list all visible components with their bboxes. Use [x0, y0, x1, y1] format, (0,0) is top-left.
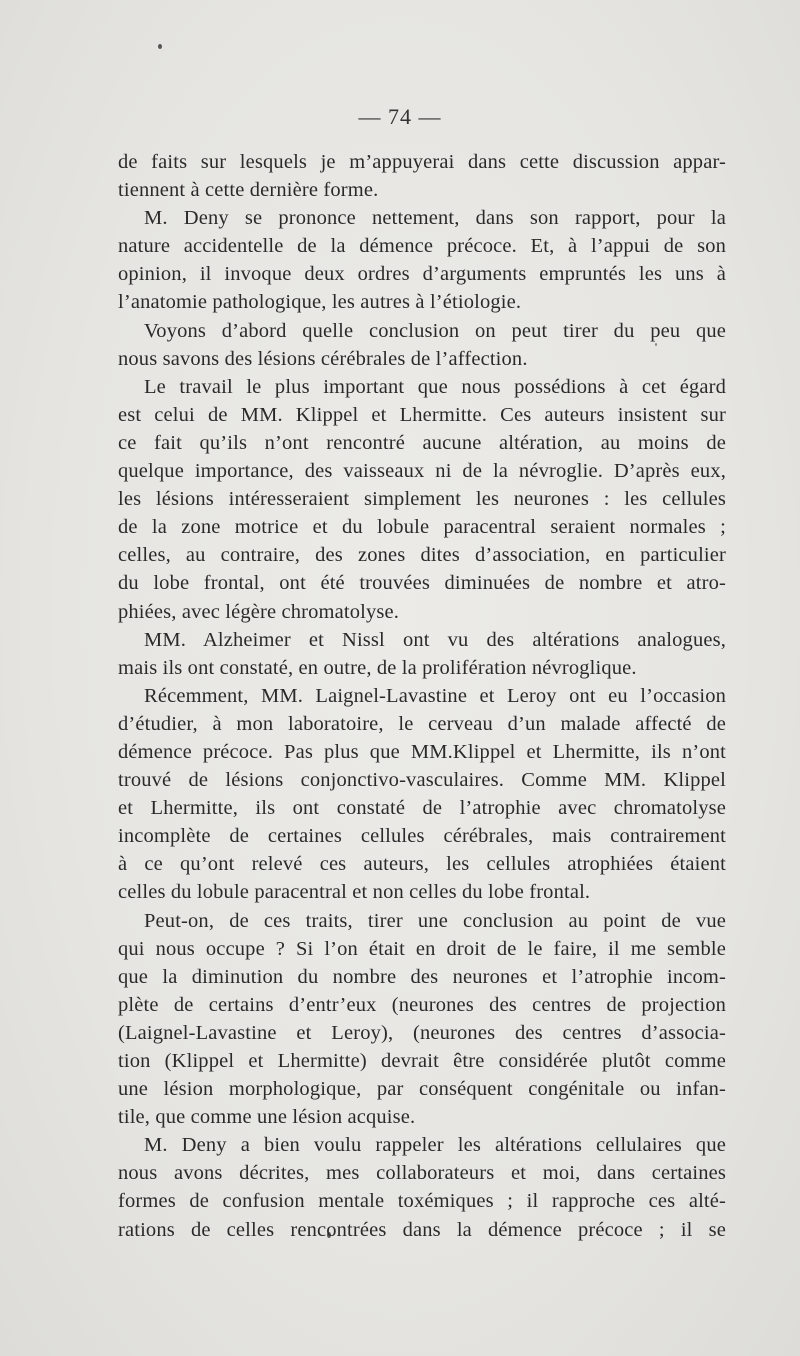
text-line: démence précoce. Pas plus que MM.Klippel et Lhermitte, ils n’ont: [118, 740, 726, 763]
text-line: incomplète de certaines cellules cérébrales, mais contrairement: [118, 825, 726, 848]
text-line: celles du lobule paracentral et non celles du lobe frontal.: [118, 881, 591, 904]
text-line: est celui de MM. Klippel et Lhermitte. Ces auteurs insistent sur: [118, 403, 726, 426]
text-line: (Laignel-Lavastine et Leroy), (neurones des centres d’associa-: [118, 1021, 726, 1044]
text-line: M. Deny a bien voulu rappeler les altérations cellulaires que: [144, 1134, 726, 1157]
text-line: Le travail le plus important que nous possédions à cet égard: [144, 375, 726, 398]
text-line: une lésion morphologique, par conséquent congénitale ou infan-: [118, 1078, 726, 1101]
text-line: formes de confusion mentale toxémiques ; il rapproche ces alté-: [118, 1190, 726, 1213]
text-line: nous avons décrites, mes collaborateurs et moi, dans certaines: [118, 1162, 726, 1185]
body-text: [118, 148, 726, 1244]
text-line: de la zone motrice et du lobule paracentral seraient normales ;: [118, 516, 726, 539]
text-line: MM. Alzheimer et Nissl ont vu des altérations analogues,: [144, 628, 726, 651]
text-line: tile, que comme une lésion acquise.: [118, 1106, 416, 1129]
text-line: que la diminution du nombre des neurones et l’atrophie incom-: [118, 965, 726, 988]
text-line: l’anatomie pathologique, les autres à l’étiologie.: [118, 291, 522, 314]
text-line: opinion, il invoque deux ordres d’arguments empruntés les uns à: [118, 263, 726, 286]
text-line: phiées, avec légère chromatolyse.: [118, 600, 399, 623]
text-line: de faits sur lesquels je m’appuyerai dans cette discussion appar-: [118, 151, 726, 173]
text-line: celles, au contraire, des zones dites d’association, en particulier: [118, 544, 726, 567]
text-line: qui nous occupe ? Si l’on était en droit de le faire, il me semble: [118, 937, 726, 960]
page-number: — 74 —: [358, 104, 442, 129]
text-line: Récemment, MM. Laignel-Lavastine et Leroy ont eu l’occasion: [144, 684, 726, 707]
text-line: trouvé de lésions conjonctivo-vasculaires. Comme MM. Klippel: [118, 769, 726, 792]
text-line: tion (Klippel et Lhermitte) devrait être considérée plutôt comme: [118, 1050, 726, 1072]
text-line: du lobe frontal, ont été trouvées diminuées de nombre et atro-: [118, 572, 726, 595]
text-line: à ce qu’ont relevé ces auteurs, les cellules atrophiées étaient: [118, 853, 726, 876]
text-line: tiennent à cette dernière forme.: [118, 179, 379, 202]
text-line: ce fait qu’ils n’ont rencontré aucune altération, au moins de: [118, 431, 726, 454]
text-line: Peut-on, de ces traits, tirer une conclusion au point de vue: [144, 909, 726, 932]
text-line: et Lhermitte, ils ont constaté de l’atrophie avec chromatolyse: [118, 797, 726, 820]
text-line: rations de celles rencontrées dans la démence précoce ; il se: [118, 1218, 726, 1241]
text-line: nature accidentelle de la démence précoce. Et, à l’appui de son: [118, 235, 726, 258]
text-line: M. Deny se prononce nettement, dans son rapport, pour la: [144, 207, 726, 230]
text-line: quelque importance, des vaisseaux ni de la névroglie. D’après eux,: [118, 460, 726, 483]
ink-speck-top: [158, 44, 162, 49]
text-line: mais ils ont constaté, en outre, de la prolifération névroglique.: [118, 656, 637, 679]
text-line: Voyons d’abord quelle conclusion on peut tirer du peu que: [144, 319, 726, 342]
text-line: nous savons des lésions cérébrales de l’affection.: [118, 347, 528, 370]
text-line: d’étudier, à mon laboratoire, le cerveau d’un malade affecté de: [118, 712, 726, 735]
text-line: les lésions intéresseraient simplement les neurones : les cellules: [118, 488, 726, 511]
text-line: plète de certains d’entr’eux (neurones des centres de projection: [118, 993, 726, 1016]
